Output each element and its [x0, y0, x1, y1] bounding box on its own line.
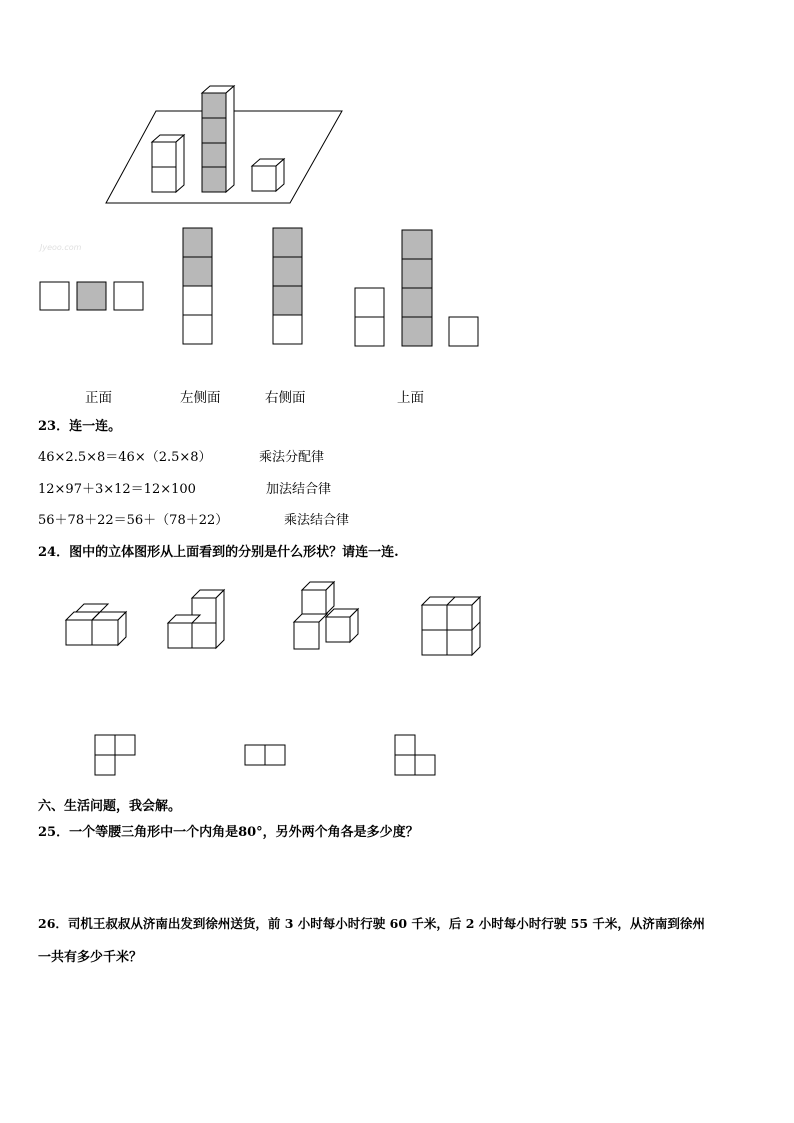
top-view [355, 230, 478, 346]
right-side-view [273, 228, 302, 344]
watermark: Jyeoo.com [40, 243, 82, 252]
top-shape-c [395, 735, 435, 775]
q24-title: 24．图中的立体图形从上面看到的分别是什么形状？请连一连. [38, 545, 399, 560]
q23-title: 23．连一连。 [38, 419, 122, 434]
label-top-view: 上面 [397, 390, 424, 406]
front-view [40, 282, 143, 310]
q23-expr-2: 12×97＋3×12＝12×100 [38, 482, 196, 497]
cube-single-right [252, 159, 284, 191]
label-left-view: 左侧面 [180, 390, 221, 406]
q23-expr-1: 46×2.5×8＝46×（2.5×8） [38, 450, 212, 465]
q26-line-2: 一共有多少千米？ [38, 950, 143, 965]
section-6-title: 六、生活问题，我会解。 [38, 799, 182, 814]
cube-stack-middle [202, 86, 234, 192]
solid-4 [422, 597, 480, 655]
top-shape-b [245, 745, 285, 765]
solid-1 [66, 604, 126, 645]
q23-law-1[interactable]: 乘法分配律 [259, 450, 325, 465]
q25-text: 25．一个等腰三角形中一个内角是80°，另外两个角各是多少度？ [38, 825, 419, 840]
label-front-view: 正面 [85, 390, 112, 406]
left-side-view [183, 228, 212, 344]
q23-expr-3: 56＋78＋22＝56＋（78＋22） [38, 513, 229, 528]
q26-line-1: 26．司机王叔叔从济南出发到徐州送货，前 3 小时每小时行驶 60 千米，后 2 小时每小时行驶 55 千米，从济南到徐州 [38, 916, 705, 931]
cube-stack-left [152, 135, 184, 192]
solid-2 [168, 590, 224, 648]
top-shape-a [95, 735, 135, 775]
solid-3 [294, 582, 358, 649]
q23-law-3[interactable]: 乘法结合律 [284, 513, 350, 528]
q23-law-2[interactable]: 加法结合律 [266, 482, 332, 497]
label-right-view: 右侧面 [265, 390, 306, 406]
